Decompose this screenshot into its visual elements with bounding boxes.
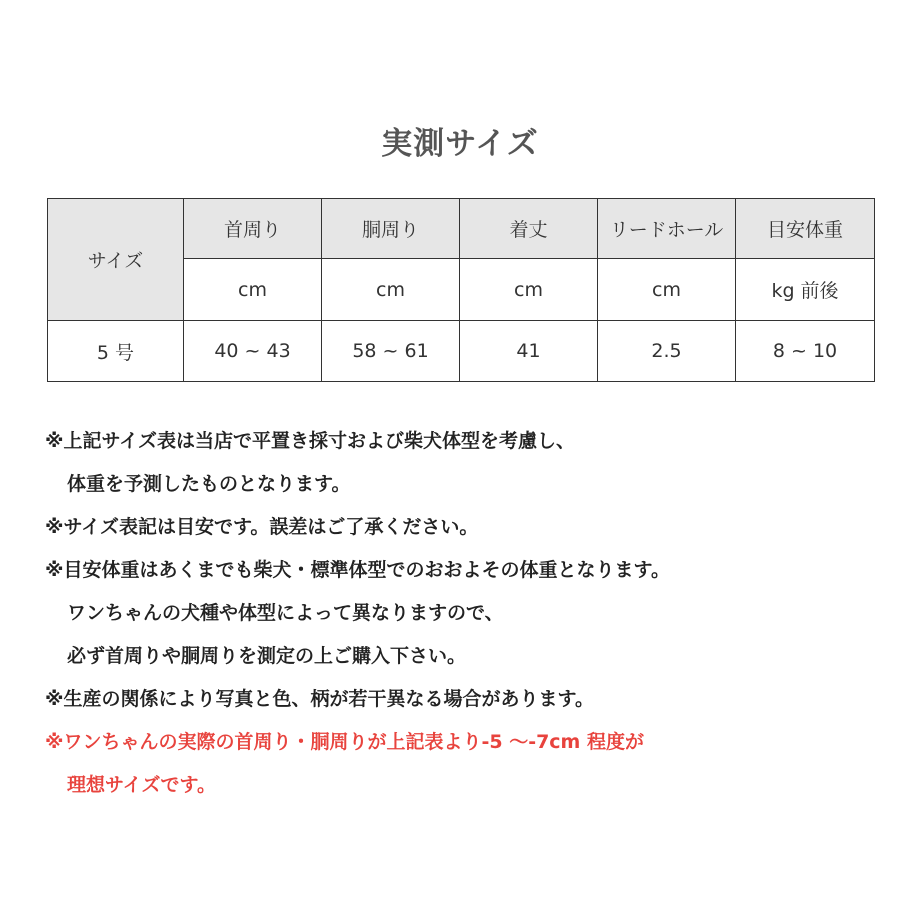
note-line: ワンちゃんの犬種や体型によって異なりますので、: [67, 602, 504, 624]
neck-value: 40 ~ 43: [184, 321, 322, 382]
size-table: [47, 198, 875, 382]
table-row: [48, 321, 875, 382]
note-line: 体重を予測したものとなります。: [67, 473, 351, 495]
note-line: ※サイズ表記は目安です。誤差はご了承ください。: [45, 516, 479, 538]
note-line: ※上記サイズ表は当店で平置き採寸および柴犬体型を考慮し、: [45, 430, 575, 452]
notes-list: [45, 420, 905, 807]
header-row: [48, 199, 875, 259]
column-header-neck: 首周り: [184, 199, 322, 259]
size-value: 5 号: [48, 321, 184, 382]
column-header-length: 着丈: [460, 199, 598, 259]
length-value: 41: [460, 321, 598, 382]
page-title: 実測サイズ: [381, 126, 539, 162]
weight-value: 8 ~ 10: [736, 321, 875, 382]
note-line: 必ず首周りや胴周りを測定の上ご購入下さい。: [67, 645, 467, 667]
size-header-cell: サイズ: [48, 199, 184, 321]
column-header-weight: 目安体重: [736, 199, 875, 259]
column-header-leash-hole: リードホール: [598, 199, 736, 259]
column-header-chest: 胴周り: [322, 199, 460, 259]
highlight-note-line: 理想サイズです。: [67, 774, 216, 796]
note-line: ※目安体重はあくまでも柴犬・標準体型でのおおよその体重となります。: [45, 559, 670, 581]
leash-hole-value: 2.5: [598, 321, 736, 382]
highlight-note-line: ※ワンちゃんの実際の首周り・胴周りが上記表より-5 ～-7cm 程度が: [45, 731, 644, 753]
unit-chest: cm: [322, 259, 460, 321]
unit-weight: kg 前後: [736, 259, 875, 321]
note-line: ※生産の関係により写真と色、柄が若干異なる場合があります。: [45, 688, 594, 710]
unit-length: cm: [460, 259, 598, 321]
unit-neck: cm: [184, 259, 322, 321]
chest-value: 58 ~ 61: [322, 321, 460, 382]
unit-leash-hole: cm: [598, 259, 736, 321]
